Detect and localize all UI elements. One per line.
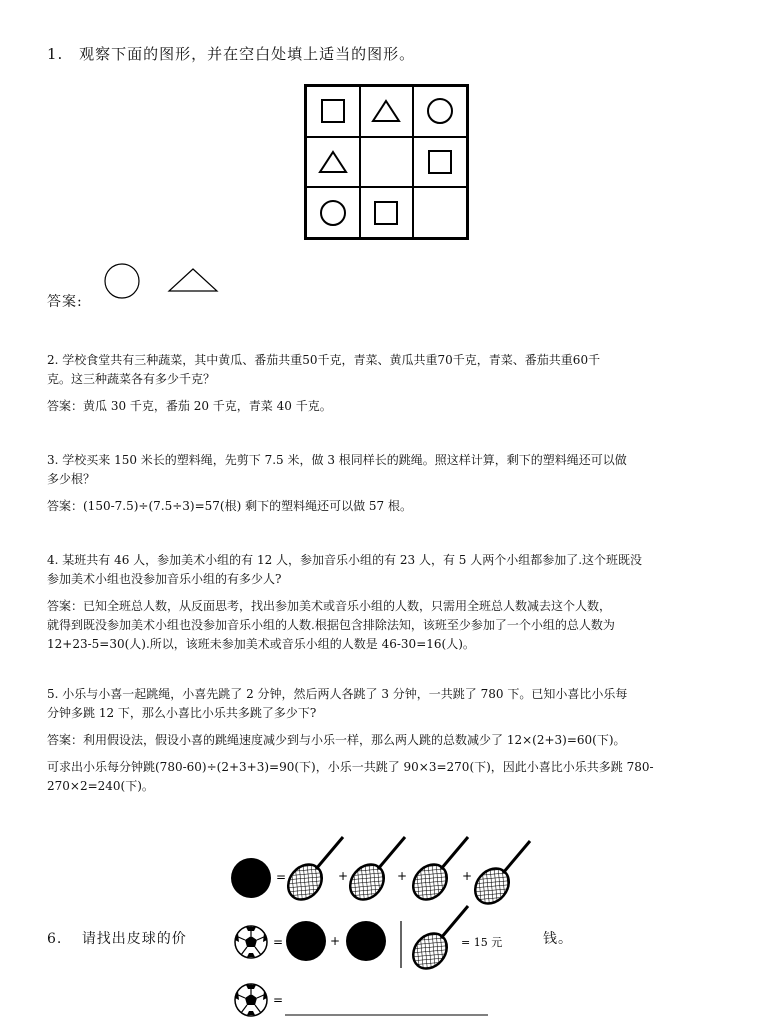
q6-text: 请找出皮球的价 bbox=[81, 931, 187, 947]
plus-sign: + bbox=[397, 869, 408, 883]
q4-answer-line: 就得到既没参加美术小组也没参加音乐小组的人数.根据包含排除法知，该班至少参加了一个小组的总人数为 bbox=[47, 618, 615, 632]
q3-line: 多少根？ bbox=[47, 472, 96, 486]
q2-answer: 答案：黄瓜 30 千克，番茄 20 千克，青菜 40 千克。 bbox=[47, 399, 332, 413]
grid-cell bbox=[360, 187, 414, 238]
square-icon bbox=[320, 98, 346, 124]
q4-line: 参加美术小组也没参加音乐小组的有多少人? bbox=[47, 572, 282, 586]
q5-line: 5. 小乐与小喜一起跳绳，小喜先跳了 2 分钟，然后两人各跳了 3 分钟，一共跳了 780 下。已知小喜比小乐每 bbox=[47, 687, 628, 701]
q3-answer: 答案：(150-7.5)÷(7.5÷3)=57(根) 剩下的塑料绳还可以做 57 根。 bbox=[47, 499, 412, 513]
equals-sign: = bbox=[273, 993, 284, 1007]
q1-title bbox=[47, 43, 415, 64]
racket-price: = 15 元 bbox=[461, 936, 503, 949]
q5-answer-1: 答案：利用假设法，假设小喜的跳绳速度减少到与小乐一样，那么两人跳的总数减少了 12×(2+3)=60(下)。 bbox=[47, 733, 626, 747]
circle-icon bbox=[425, 96, 455, 126]
racket-icon bbox=[468, 841, 530, 910]
q4-answer bbox=[47, 597, 737, 654]
black-ball-icon bbox=[231, 858, 271, 898]
q1-text: 观察下面的图形，并在空白处填上适当的图形。 bbox=[79, 45, 416, 63]
racket-icon bbox=[406, 837, 468, 906]
grid-cell bbox=[413, 137, 467, 188]
q6-number: 6. bbox=[47, 931, 63, 947]
square-icon bbox=[427, 149, 453, 175]
racket-icon bbox=[343, 837, 408, 906]
grid-cell-blank bbox=[413, 187, 467, 238]
grid-cell bbox=[413, 86, 467, 137]
grid-cell bbox=[306, 137, 360, 188]
q3-text bbox=[47, 451, 737, 489]
soccer-ball-icon bbox=[235, 984, 267, 1016]
plus-sign: + bbox=[338, 869, 349, 883]
q1-shape-grid bbox=[304, 84, 469, 240]
q5-line: 分钟多跳 12 下，那么小喜比小乐共多跳了多少下? bbox=[47, 706, 317, 720]
q4-line: 4. 某班共有 46 人，参加美术小组的有 12 人，参加音乐小组的有 23 人，有 5 人两个小组都参加了.这个班既没 bbox=[47, 553, 643, 567]
q4-answer-line: 答案：已知全班总人数，从反面思考，找出参加美术或音乐小组的人数，只需用全班总人数减去这个人数， bbox=[47, 599, 612, 613]
triangle-icon bbox=[166, 266, 220, 294]
q3-line: 3. 学校买来 150 米长的塑料绳，先剪下 7.5 米，做 3 根同样长的跳绳。照这样计算，剩下的塑料绳还可以做 bbox=[47, 453, 627, 467]
q2-line: 2. 学校食堂共有三种蔬菜，其中黄瓜、番茄共重50千克，青菜、黄瓜共重70千克，青菜、番茄共重60千 bbox=[47, 353, 601, 367]
q5-answer-2 bbox=[47, 758, 737, 796]
grid-cell bbox=[306, 86, 360, 137]
q2-line: 克。这三种蔬菜各有多少千克？ bbox=[47, 372, 216, 386]
q6-picture-equations bbox=[220, 835, 550, 1024]
q1-number: 1. bbox=[47, 45, 64, 63]
black-ball-icon bbox=[286, 921, 326, 961]
q6-suffix: 钱。 bbox=[543, 931, 573, 947]
grid-cell-blank bbox=[360, 137, 414, 188]
q5-answer-line: 可求出小乐每分钟跳(780-60)÷(2+3+3)=90(下)，小乐一共跳了 90×3=270(下)，因此小喜比小乐共多跳 780- bbox=[47, 760, 654, 774]
q2-text bbox=[47, 351, 727, 389]
square-icon bbox=[373, 200, 399, 226]
q5-text bbox=[47, 685, 737, 723]
plus-sign: + bbox=[462, 869, 473, 883]
q4-text bbox=[47, 551, 737, 589]
racket-icon bbox=[281, 837, 343, 906]
equals-sign: = bbox=[276, 870, 287, 884]
black-ball-icon bbox=[346, 921, 386, 961]
grid-cell bbox=[306, 187, 360, 238]
racket-icon bbox=[406, 906, 468, 975]
circle-icon bbox=[103, 262, 141, 300]
grid-cell bbox=[360, 86, 414, 137]
plus-sign: + bbox=[330, 934, 341, 948]
q5-answer-line: 270×2=240(下)。 bbox=[47, 779, 154, 793]
circle-icon bbox=[318, 198, 348, 228]
triangle-icon bbox=[371, 98, 401, 124]
q1-answer-label: 答案: bbox=[47, 294, 83, 310]
soccer-ball-icon bbox=[235, 926, 267, 958]
q6-title bbox=[47, 928, 187, 948]
q4-answer-line: 12+23-5=30(人).所以，该班未参加美术或音乐小组的人数是 46-30=16(人)。 bbox=[47, 637, 475, 651]
equals-sign: = bbox=[273, 935, 284, 949]
triangle-icon bbox=[318, 149, 348, 175]
